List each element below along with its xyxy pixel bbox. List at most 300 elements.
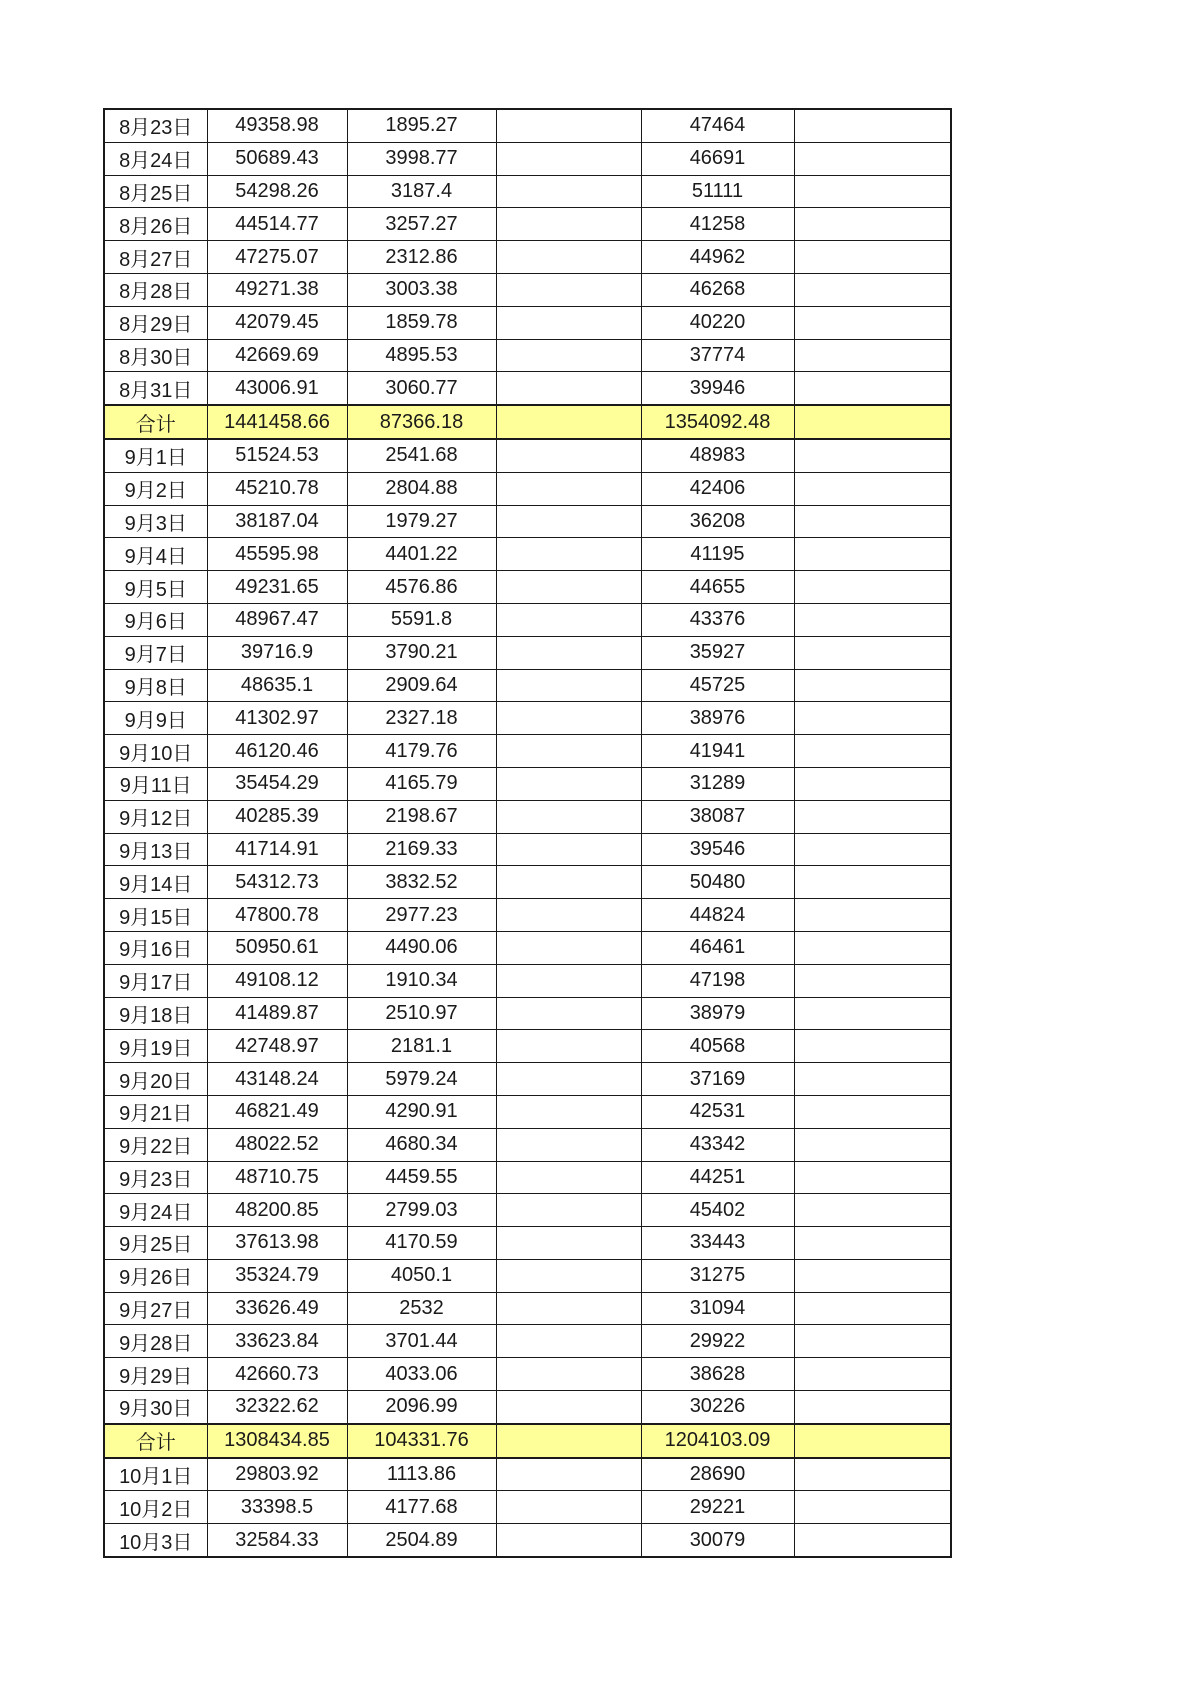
date-cell: 8月30日 (104, 339, 207, 372)
empty-cell-1 (496, 931, 641, 964)
value1-cell: 51524.53 (207, 439, 347, 472)
value2-cell: 3701.44 (347, 1325, 496, 1358)
empty-cell-1 (496, 1063, 641, 1096)
table-row (104, 702, 951, 735)
empty-cell-2 (794, 472, 951, 505)
empty-cell-1 (496, 306, 641, 339)
value3-cell: 30079 (641, 1524, 794, 1557)
empty-cell-1 (496, 1194, 641, 1227)
date-cell: 9月9日 (104, 702, 207, 735)
value3-cell: 45725 (641, 669, 794, 702)
table-row (104, 538, 951, 571)
empty-cell-1 (496, 1391, 641, 1424)
empty-cell-2 (794, 833, 951, 866)
value2-cell: 1859.78 (347, 306, 496, 339)
date-cell: 9月3日 (104, 505, 207, 538)
table-row (104, 241, 951, 274)
empty-cell-2 (794, 1161, 951, 1194)
table-row (104, 306, 951, 339)
value3-cell: 38087 (641, 800, 794, 833)
total-row (104, 405, 951, 439)
empty-cell-2 (794, 1128, 951, 1161)
value2-cell: 2312.86 (347, 241, 496, 274)
table-row (104, 899, 951, 932)
date-cell: 9月27日 (104, 1292, 207, 1325)
value2-cell: 4170.59 (347, 1227, 496, 1260)
value3-cell: 48983 (641, 439, 794, 472)
value3-cell: 30226 (641, 1391, 794, 1424)
empty-cell-2 (794, 931, 951, 964)
empty-cell-1 (496, 175, 641, 208)
value1-cell: 49108.12 (207, 964, 347, 997)
table-row (104, 1458, 951, 1491)
empty-cell-2 (794, 636, 951, 669)
table-row (104, 931, 951, 964)
date-cell: 9月15日 (104, 899, 207, 932)
value2-cell: 4576.86 (347, 571, 496, 604)
value2-cell: 4179.76 (347, 735, 496, 768)
empty-cell-2 (794, 372, 951, 405)
value1-cell: 33398.5 (207, 1491, 347, 1524)
value2-cell: 2169.33 (347, 833, 496, 866)
value1-cell: 48710.75 (207, 1161, 347, 1194)
value1-cell: 38187.04 (207, 505, 347, 538)
empty-cell-2 (794, 767, 951, 800)
empty-cell-1 (496, 800, 641, 833)
table-body (104, 109, 951, 1557)
empty-cell-1 (496, 273, 641, 306)
empty-cell-1 (496, 241, 641, 274)
empty-cell-2 (794, 1030, 951, 1063)
empty-cell-1 (496, 339, 641, 372)
empty-cell-1 (496, 964, 641, 997)
empty-cell-1 (496, 472, 641, 505)
table-row (104, 1128, 951, 1161)
data-table (103, 108, 952, 1558)
empty-cell-2 (794, 866, 951, 899)
date-cell: 8月26日 (104, 208, 207, 241)
value3-cell: 41195 (641, 538, 794, 571)
date-cell: 8月29日 (104, 306, 207, 339)
table-row (104, 1358, 951, 1391)
value3-cell: 40568 (641, 1030, 794, 1063)
empty-cell-2 (794, 1458, 951, 1491)
value2-cell: 2510.97 (347, 997, 496, 1030)
value1-cell: 42660.73 (207, 1358, 347, 1391)
date-cell: 9月4日 (104, 538, 207, 571)
table-row (104, 372, 951, 405)
empty-cell-2 (794, 1325, 951, 1358)
empty-cell-1 (496, 1325, 641, 1358)
empty-cell-2 (794, 1358, 951, 1391)
value2-cell: 4050.1 (347, 1259, 496, 1292)
table-row (104, 1524, 951, 1557)
empty-cell-2 (794, 405, 951, 439)
table-row (104, 1325, 951, 1358)
table-row (104, 1063, 951, 1096)
empty-cell-1 (496, 735, 641, 768)
value3-cell: 46268 (641, 273, 794, 306)
value1-cell: 39716.9 (207, 636, 347, 669)
table-row (104, 866, 951, 899)
date-cell: 9月7日 (104, 636, 207, 669)
table-row (104, 636, 951, 669)
date-cell: 合计 (104, 1424, 207, 1458)
empty-cell-2 (794, 175, 951, 208)
value1-cell: 45210.78 (207, 472, 347, 505)
date-cell: 10月1日 (104, 1458, 207, 1491)
value3-cell: 46461 (641, 931, 794, 964)
empty-cell-2 (794, 505, 951, 538)
empty-cell-1 (496, 571, 641, 604)
empty-cell-2 (794, 439, 951, 472)
empty-cell-1 (496, 109, 641, 142)
value3-cell: 44251 (641, 1161, 794, 1194)
empty-cell-1 (496, 142, 641, 175)
value3-cell: 28690 (641, 1458, 794, 1491)
value1-cell: 49358.98 (207, 109, 347, 142)
table-row (104, 997, 951, 1030)
value1-cell: 48022.52 (207, 1128, 347, 1161)
value1-cell: 35324.79 (207, 1259, 347, 1292)
value2-cell: 2181.1 (347, 1030, 496, 1063)
empty-cell-2 (794, 1491, 951, 1524)
value2-cell: 2541.68 (347, 439, 496, 472)
date-cell: 9月5日 (104, 571, 207, 604)
value3-cell: 44655 (641, 571, 794, 604)
value3-cell: 29922 (641, 1325, 794, 1358)
date-cell: 10月2日 (104, 1491, 207, 1524)
value1-cell: 45595.98 (207, 538, 347, 571)
empty-cell-2 (794, 669, 951, 702)
date-cell: 9月13日 (104, 833, 207, 866)
value1-cell: 46821.49 (207, 1095, 347, 1128)
empty-cell-2 (794, 208, 951, 241)
empty-cell-2 (794, 1259, 951, 1292)
value2-cell: 1979.27 (347, 505, 496, 538)
value1-cell: 46120.46 (207, 735, 347, 768)
date-cell: 9月21日 (104, 1095, 207, 1128)
table-row (104, 273, 951, 306)
value3-cell: 38979 (641, 997, 794, 1030)
value3-cell: 31289 (641, 767, 794, 800)
value2-cell: 3790.21 (347, 636, 496, 669)
empty-cell-1 (496, 1161, 641, 1194)
value1-cell: 33623.84 (207, 1325, 347, 1358)
value3-cell: 42406 (641, 472, 794, 505)
table-row (104, 800, 951, 833)
value3-cell: 47464 (641, 109, 794, 142)
value1-cell: 48635.1 (207, 669, 347, 702)
empty-cell-1 (496, 1458, 641, 1491)
date-cell: 8月25日 (104, 175, 207, 208)
date-cell: 9月26日 (104, 1259, 207, 1292)
value3-cell: 41941 (641, 735, 794, 768)
value2-cell: 4895.53 (347, 339, 496, 372)
empty-cell-2 (794, 273, 951, 306)
value2-cell: 2977.23 (347, 899, 496, 932)
date-cell: 9月18日 (104, 997, 207, 1030)
date-cell: 9月2日 (104, 472, 207, 505)
table-row (104, 1227, 951, 1260)
value2-cell: 2096.99 (347, 1391, 496, 1424)
table-row (104, 1095, 951, 1128)
value3-cell: 36208 (641, 505, 794, 538)
date-cell: 9月30日 (104, 1391, 207, 1424)
value2-cell: 4401.22 (347, 538, 496, 571)
value2-cell: 2804.88 (347, 472, 496, 505)
empty-cell-1 (496, 538, 641, 571)
value1-cell: 32322.62 (207, 1391, 347, 1424)
value3-cell: 1354092.48 (641, 405, 794, 439)
empty-cell-1 (496, 439, 641, 472)
value3-cell: 37774 (641, 339, 794, 372)
date-cell: 9月28日 (104, 1325, 207, 1358)
empty-cell-2 (794, 142, 951, 175)
date-cell: 8月27日 (104, 241, 207, 274)
value2-cell: 5979.24 (347, 1063, 496, 1096)
empty-cell-1 (496, 405, 641, 439)
value1-cell: 32584.33 (207, 1524, 347, 1557)
value2-cell: 1895.27 (347, 109, 496, 142)
value3-cell: 47198 (641, 964, 794, 997)
table-row (104, 1292, 951, 1325)
value2-cell: 104331.76 (347, 1424, 496, 1458)
value1-cell: 44514.77 (207, 208, 347, 241)
empty-cell-1 (496, 997, 641, 1030)
empty-cell-1 (496, 767, 641, 800)
table-row (104, 339, 951, 372)
value1-cell: 48967.47 (207, 603, 347, 636)
empty-cell-1 (496, 1259, 641, 1292)
value2-cell: 3187.4 (347, 175, 496, 208)
value1-cell: 54312.73 (207, 866, 347, 899)
date-cell: 9月23日 (104, 1161, 207, 1194)
date-cell: 9月16日 (104, 931, 207, 964)
value1-cell: 40285.39 (207, 800, 347, 833)
date-cell: 8月24日 (104, 142, 207, 175)
empty-cell-2 (794, 899, 951, 932)
value2-cell: 4680.34 (347, 1128, 496, 1161)
total-row (104, 1424, 951, 1458)
empty-cell-1 (496, 208, 641, 241)
empty-cell-2 (794, 571, 951, 604)
date-cell: 9月6日 (104, 603, 207, 636)
value2-cell: 2198.67 (347, 800, 496, 833)
table-row (104, 1030, 951, 1063)
empty-cell-2 (794, 603, 951, 636)
value3-cell: 35927 (641, 636, 794, 669)
value3-cell: 33443 (641, 1227, 794, 1260)
date-cell: 9月8日 (104, 669, 207, 702)
value3-cell: 44824 (641, 899, 794, 932)
value2-cell: 2909.64 (347, 669, 496, 702)
date-cell: 9月11日 (104, 767, 207, 800)
value3-cell: 43342 (641, 1128, 794, 1161)
value2-cell: 1910.34 (347, 964, 496, 997)
empty-cell-1 (496, 1128, 641, 1161)
empty-cell-1 (496, 833, 641, 866)
value1-cell: 41714.91 (207, 833, 347, 866)
empty-cell-2 (794, 241, 951, 274)
value1-cell: 47275.07 (207, 241, 347, 274)
empty-cell-2 (794, 735, 951, 768)
value1-cell: 48200.85 (207, 1194, 347, 1227)
value3-cell: 39946 (641, 372, 794, 405)
value3-cell: 31094 (641, 1292, 794, 1325)
table-row (104, 571, 951, 604)
date-cell: 合计 (104, 405, 207, 439)
date-cell: 9月29日 (104, 1358, 207, 1391)
value1-cell: 43006.91 (207, 372, 347, 405)
empty-cell-2 (794, 1095, 951, 1128)
table-row (104, 142, 951, 175)
date-cell: 9月20日 (104, 1063, 207, 1096)
empty-cell-1 (496, 505, 641, 538)
empty-cell-2 (794, 339, 951, 372)
value1-cell: 37613.98 (207, 1227, 347, 1260)
empty-cell-1 (496, 372, 641, 405)
value1-cell: 1441458.66 (207, 405, 347, 439)
date-cell: 9月12日 (104, 800, 207, 833)
value3-cell: 31275 (641, 1259, 794, 1292)
value2-cell: 4459.55 (347, 1161, 496, 1194)
value3-cell: 38628 (641, 1358, 794, 1391)
empty-cell-2 (794, 964, 951, 997)
value2-cell: 5591.8 (347, 603, 496, 636)
date-cell: 9月1日 (104, 439, 207, 472)
empty-cell-1 (496, 702, 641, 735)
table-row (104, 735, 951, 768)
value3-cell: 42531 (641, 1095, 794, 1128)
value2-cell: 1113.86 (347, 1458, 496, 1491)
date-cell: 9月17日 (104, 964, 207, 997)
value2-cell: 4290.91 (347, 1095, 496, 1128)
value2-cell: 2532 (347, 1292, 496, 1325)
table-row (104, 1194, 951, 1227)
value3-cell: 1204103.09 (641, 1424, 794, 1458)
table-row (104, 175, 951, 208)
empty-cell-2 (794, 997, 951, 1030)
empty-cell-1 (496, 636, 641, 669)
empty-cell-2 (794, 800, 951, 833)
value1-cell: 42669.69 (207, 339, 347, 372)
date-cell: 9月24日 (104, 1194, 207, 1227)
empty-cell-2 (794, 1063, 951, 1096)
value2-cell: 4490.06 (347, 931, 496, 964)
date-cell: 10月3日 (104, 1524, 207, 1557)
table-row (104, 1161, 951, 1194)
value2-cell: 3003.38 (347, 273, 496, 306)
value2-cell: 3998.77 (347, 142, 496, 175)
value1-cell: 49231.65 (207, 571, 347, 604)
table-row (104, 472, 951, 505)
value2-cell: 2504.89 (347, 1524, 496, 1557)
table-row (104, 833, 951, 866)
empty-cell-1 (496, 1524, 641, 1557)
value1-cell: 42748.97 (207, 1030, 347, 1063)
table-row (104, 1391, 951, 1424)
empty-cell-2 (794, 1391, 951, 1424)
empty-cell-1 (496, 1227, 641, 1260)
date-cell: 9月19日 (104, 1030, 207, 1063)
empty-cell-1 (496, 603, 641, 636)
empty-cell-2 (794, 306, 951, 339)
empty-cell-2 (794, 702, 951, 735)
value1-cell: 42079.45 (207, 306, 347, 339)
empty-cell-1 (496, 669, 641, 702)
date-cell: 8月31日 (104, 372, 207, 405)
value2-cell: 2327.18 (347, 702, 496, 735)
value2-cell: 3257.27 (347, 208, 496, 241)
value3-cell: 46691 (641, 142, 794, 175)
value1-cell: 50689.43 (207, 142, 347, 175)
table-row (104, 439, 951, 472)
table-row (104, 1259, 951, 1292)
value1-cell: 1308434.85 (207, 1424, 347, 1458)
date-cell: 9月10日 (104, 735, 207, 768)
value3-cell: 41258 (641, 208, 794, 241)
value1-cell: 54298.26 (207, 175, 347, 208)
empty-cell-1 (496, 899, 641, 932)
empty-cell-2 (794, 1524, 951, 1557)
empty-cell-2 (794, 538, 951, 571)
empty-cell-2 (794, 1227, 951, 1260)
value3-cell: 44962 (641, 241, 794, 274)
value1-cell: 29803.92 (207, 1458, 347, 1491)
value3-cell: 37169 (641, 1063, 794, 1096)
empty-cell-1 (496, 1358, 641, 1391)
table-row (104, 603, 951, 636)
value2-cell: 87366.18 (347, 405, 496, 439)
empty-cell-1 (496, 1030, 641, 1063)
value3-cell: 39546 (641, 833, 794, 866)
empty-cell-2 (794, 1292, 951, 1325)
value3-cell: 38976 (641, 702, 794, 735)
value2-cell: 4033.06 (347, 1358, 496, 1391)
value1-cell: 35454.29 (207, 767, 347, 800)
value1-cell: 50950.61 (207, 931, 347, 964)
empty-cell-1 (496, 1292, 641, 1325)
value2-cell: 3060.77 (347, 372, 496, 405)
table-row (104, 109, 951, 142)
value1-cell: 41302.97 (207, 702, 347, 735)
value3-cell: 29221 (641, 1491, 794, 1524)
date-cell: 9月22日 (104, 1128, 207, 1161)
date-cell: 8月23日 (104, 109, 207, 142)
date-cell: 8月28日 (104, 273, 207, 306)
date-cell: 9月14日 (104, 866, 207, 899)
value3-cell: 45402 (641, 1194, 794, 1227)
value2-cell: 4177.68 (347, 1491, 496, 1524)
empty-cell-2 (794, 1424, 951, 1458)
value2-cell: 3832.52 (347, 866, 496, 899)
table-row (104, 505, 951, 538)
value3-cell: 50480 (641, 866, 794, 899)
table-row (104, 767, 951, 800)
empty-cell-1 (496, 1095, 641, 1128)
value2-cell: 2799.03 (347, 1194, 496, 1227)
value1-cell: 49271.38 (207, 273, 347, 306)
value2-cell: 4165.79 (347, 767, 496, 800)
value3-cell: 40220 (641, 306, 794, 339)
date-cell: 9月25日 (104, 1227, 207, 1260)
value1-cell: 43148.24 (207, 1063, 347, 1096)
empty-cell-1 (496, 866, 641, 899)
empty-cell-2 (794, 1194, 951, 1227)
value1-cell: 33626.49 (207, 1292, 347, 1325)
value3-cell: 43376 (641, 603, 794, 636)
